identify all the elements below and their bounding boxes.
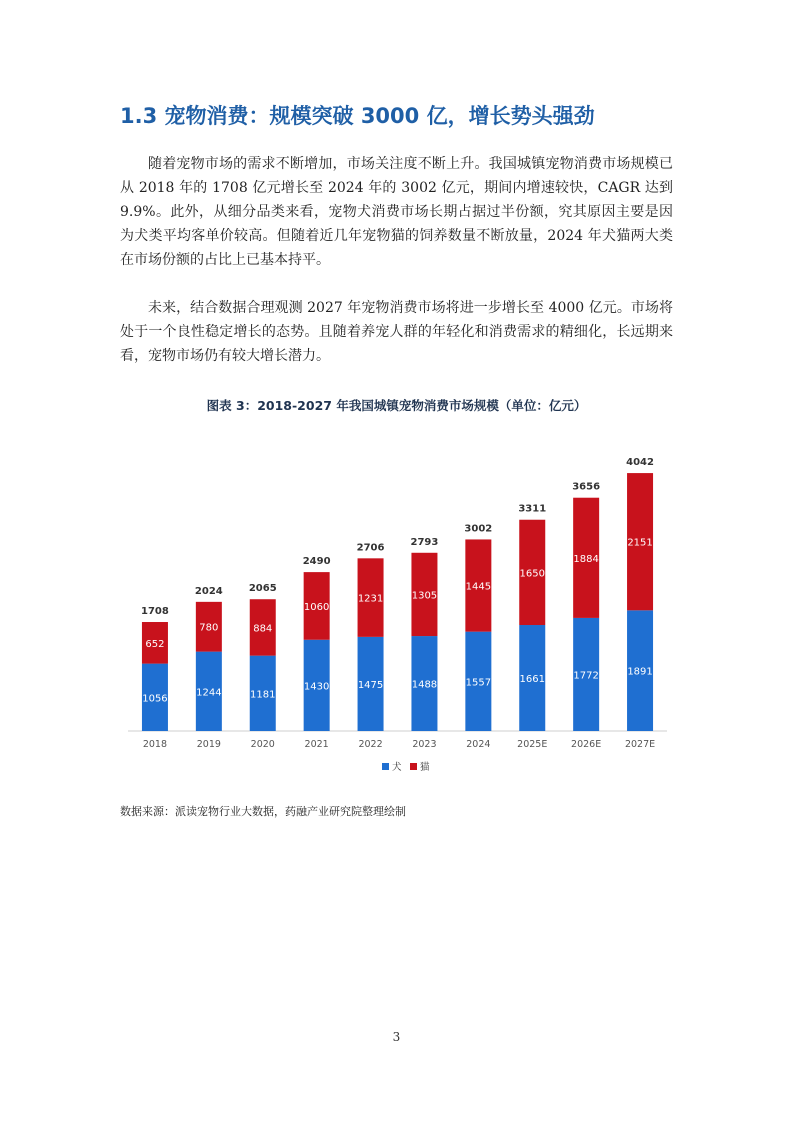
- bar-value-label-cat-2026E: 1884: [573, 553, 599, 565]
- section-heading: 1.3 宠物消费：规模突破 3000 亿，增长势头强劲: [120, 104, 595, 128]
- total-label-2018: 1708: [141, 606, 169, 618]
- figure-caption: 图表 3：2018-2027 年我国城镇宠物消费市场规模（单位：亿元）: [206, 398, 587, 413]
- data-source-note: 数据来源：派读宠物行业大数据，药融产业研究院整理绘制: [120, 805, 406, 818]
- bar-value-label-cat-2023: 1305: [411, 590, 438, 602]
- x-tick-label-2019: 2019: [196, 739, 221, 750]
- x-tick-label-2023: 2023: [412, 739, 437, 750]
- bar-value-label-cat-2025E: 1650: [519, 568, 545, 580]
- page-number: 3: [392, 1030, 401, 1044]
- body-paragraph-1: 随着宠物市场的需求不断增加，市场关注度不断上升。我国城镇宠物消费市场规模已从 2018 年的 1708 亿元增长至 2024 年的 3002 亿元，期间内增速较快，CAGR 达到 9.9%。此外，从细分品类来看，宠物犬消费市场长期占据过半份额，究其原因主要是因为犬类平均客单价较高。但随着近几年宠物猫的饲养数量不断放量，2024 年犬猫两大类在市场份额的占比上已基本持平。: [120, 156, 673, 268]
- x-tick-label-2024: 2024: [466, 739, 491, 750]
- bar-value-label-cat-2020: 884: [253, 623, 273, 635]
- x-tick-label-2025E: 2025E: [517, 739, 548, 750]
- bar-value-label-cat-2027E: 2151: [627, 537, 653, 549]
- x-tick-label-2026E: 2026E: [571, 739, 602, 750]
- x-tick-label-2022: 2022: [358, 739, 383, 750]
- bar-value-label-dog-2020: 1181: [250, 689, 276, 701]
- bar-value-label-dog-2024: 1557: [465, 677, 492, 689]
- legend-swatch-cat: [410, 763, 417, 770]
- x-tick-label-2020: 2020: [250, 739, 275, 750]
- body-paragraph-2: 未来，结合数据合理观测 2027 年宠物消费市场将进一步增长至 4000 亿元。市场将处于一个良性稳定增长的态势。且随着养宠人群的年轻化和消费需求的精细化，长远期来看，宠物市场仍有较大增长潜力。: [120, 300, 673, 364]
- legend-label-cat: 猫: [420, 762, 430, 773]
- stacked-bar-chart: [120, 440, 675, 785]
- bar-value-label-dog-2018: 1056: [142, 693, 168, 705]
- bar-value-label-cat-2019: 780: [199, 622, 219, 634]
- x-tick-label-2021: 2021: [304, 739, 329, 750]
- total-label-2022: 2706: [356, 542, 385, 554]
- total-label-2021: 2490: [302, 556, 331, 568]
- bar-value-label-dog-2027E: 1891: [627, 666, 653, 678]
- total-label-2023: 2793: [410, 536, 439, 548]
- bar-value-label-dog-2019: 1244: [196, 687, 222, 699]
- bar-value-label-dog-2025E: 1661: [519, 674, 545, 686]
- total-label-2027E: 4042: [626, 457, 654, 469]
- total-label-2019: 2024: [194, 585, 223, 597]
- bar-value-label-dog-2021: 1430: [303, 681, 330, 693]
- x-tick-label-2027E: 2027E: [624, 739, 656, 750]
- total-label-2024: 3002: [464, 523, 493, 535]
- bar-value-label-cat-2022: 1231: [357, 593, 384, 605]
- bar-value-label-dog-2022: 1475: [357, 679, 384, 691]
- legend-swatch-dog: [382, 763, 389, 770]
- x-tick-label-2018: 2018: [142, 739, 168, 750]
- bar-value-label-cat-2021: 1060: [303, 601, 330, 613]
- bar-value-label-cat-2018: 652: [145, 638, 165, 650]
- bar-value-label-dog-2023: 1488: [411, 679, 438, 691]
- bar-value-label-dog-2026E: 1772: [573, 670, 599, 682]
- total-label-2025E: 3311: [518, 503, 547, 515]
- legend-label-dog: 犬: [392, 762, 402, 773]
- bar-value-label-cat-2024: 1445: [465, 581, 492, 593]
- total-label-2020: 2065: [248, 583, 277, 595]
- total-label-2026E: 3656: [572, 481, 601, 493]
